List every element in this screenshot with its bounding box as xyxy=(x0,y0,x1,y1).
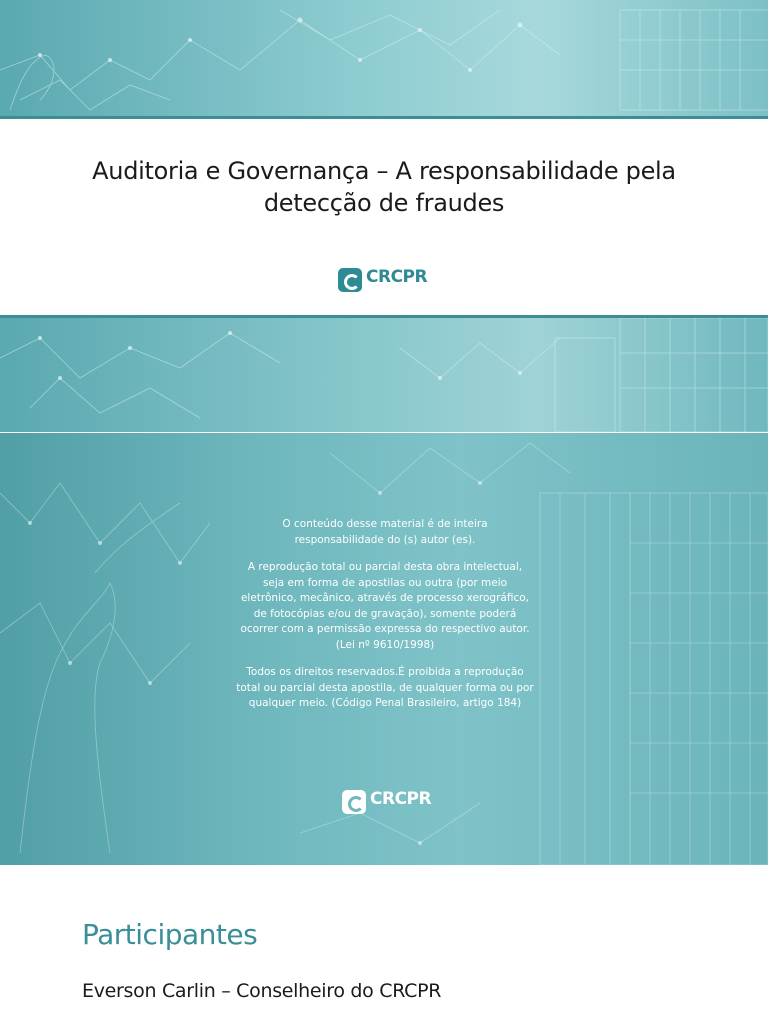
logo-name: CRCPR xyxy=(366,267,428,287)
crcpr-logo xyxy=(338,265,430,295)
section-heading: Participantes xyxy=(82,918,258,951)
decorative-band-bottom xyxy=(0,318,768,432)
copyright-notice xyxy=(230,517,540,724)
title-slide xyxy=(0,0,768,432)
network-pattern-icon xyxy=(0,318,768,432)
logo-name: CRCPR xyxy=(370,789,432,809)
crcpr-logo-icon xyxy=(342,790,366,814)
slide-title: Auditoria e Governança – A responsabilidade pela detecção de fraudes xyxy=(92,157,676,217)
notice-paragraph: A reprodução total ou parcial desta obra intelectual, seja em forma de apostilas ou outra (por meio eletrônico, mecânico, através de processo xerográfico, de fotocópias e/ou de gravação), somente poderá ocorrer com a permissão expressa do respectivo autor. (Lei nº 9610/1998) xyxy=(240,561,530,651)
crcpr-logo xyxy=(342,787,434,817)
crcpr-logo-icon xyxy=(338,268,362,292)
title-panel xyxy=(0,116,768,318)
logo-subtitle xyxy=(366,286,430,292)
network-pattern-icon xyxy=(0,0,768,116)
notice-paragraph: O conteúdo desse material é de inteira responsabilidade do (s) autor (es). xyxy=(282,518,488,546)
logo-subtitle xyxy=(370,808,434,814)
decorative-band-top xyxy=(0,0,768,116)
copyright-slide xyxy=(0,433,768,865)
notice-paragraph: Todos os direitos reservados.É proibida a reprodução total ou parcial desta apostila, de qualquer forma ou por qualquer meio. (Código Penal Brasileiro, artigo 184) xyxy=(236,666,534,709)
participant-item: Everson Carlin – Conselheiro do CRCPR xyxy=(82,980,442,1002)
participants-slide xyxy=(0,866,768,1024)
